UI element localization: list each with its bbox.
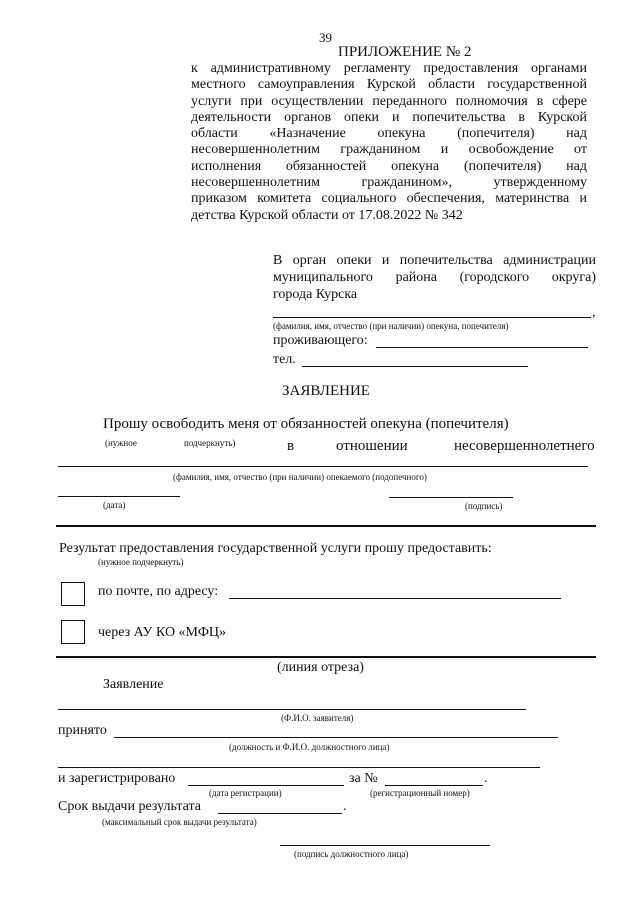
page-number: 39 — [319, 30, 332, 45]
official-signature-field[interactable] — [280, 845, 490, 846]
registered-label: и зарегистрировано — [58, 771, 176, 786]
statement-title: ЗАЯВЛЕНИЕ — [282, 383, 370, 399]
official-field[interactable] — [114, 737, 558, 738]
ward-fio-field[interactable] — [58, 466, 588, 467]
official-hint: (должность и Ф.И.О. должностного лица) — [229, 742, 390, 752]
result-label: Результат предоставления государственной услуги прошу предоставить: — [59, 541, 492, 556]
mail-option-label: по почте, по адресу: — [98, 584, 219, 599]
statement-continuation: отношении — [336, 438, 408, 454]
accepted-label: принято — [58, 723, 107, 738]
appendix-line: несовершеннолетним гражданином и освобождение от — [191, 142, 587, 158]
residing-field[interactable] — [376, 347, 588, 348]
appendix-line: приказом комитета социального обеспечения, материнства и — [191, 191, 587, 207]
official-signature-hint: (подпись должностного лица) — [294, 849, 409, 859]
appendix-line: области «Назначение опекуна (попечителя) над — [191, 126, 587, 142]
applicant-fio-field[interactable] — [273, 317, 591, 318]
signature-field[interactable] — [389, 497, 513, 498]
addressee-block — [273, 252, 596, 303]
deadline-period: . — [343, 799, 347, 814]
appendix-line: несовершеннолетним гражданином», утвержденному — [191, 175, 587, 191]
section-divider — [56, 525, 596, 527]
receipt-statement-label: Заявление — [103, 677, 164, 692]
mfc-option-label: через АУ КО «МФЦ» — [98, 625, 226, 640]
deadline-hint: (максимальный срок выдачи результата) — [102, 817, 257, 827]
statement-continuation: несовершеннолетнего — [454, 438, 595, 454]
registration-date-hint: (дата регистрации) — [209, 788, 282, 798]
appendix-line: услуги при осуществлении переданного полномочия в сфере — [191, 93, 587, 109]
appendix-line: детства Курской области от 17.08.2022 № 342 — [191, 207, 463, 223]
applicant-name-field[interactable] — [58, 709, 526, 710]
result-hint: (нужное подчеркнуть) — [98, 557, 184, 567]
choose-hint: подчеркнуть) — [184, 438, 236, 448]
number-label: за № — [349, 771, 378, 786]
registration-date-field[interactable] — [188, 785, 344, 786]
applicant-name-hint: (Ф.И.О. заявителя) — [281, 713, 354, 723]
addressee-line: города Курска — [273, 287, 358, 302]
deadline-label: Срок выдачи результата — [58, 799, 201, 814]
cut-line — [56, 656, 596, 658]
appendix-line: к административному регламенту предоставления органами — [191, 61, 587, 76]
phone-label: тел. — [273, 352, 296, 367]
residing-label: проживающего: — [273, 333, 368, 348]
registration-number-hint: (регистрационный номер) — [370, 788, 470, 798]
statement-request: Прошу освободить меня от обязанностей опекуна (попечителя) — [103, 416, 509, 432]
deadline-field[interactable] — [218, 813, 342, 814]
phone-field[interactable] — [302, 366, 528, 367]
cut-line-label: (линия отреза) — [277, 660, 364, 675]
addressee-line: В орган опеки и попечительства администрации — [273, 253, 596, 268]
applicant-fio-hint: (фамилия, имя, отчество (при наличии) опекуна, попечителя) — [273, 321, 509, 331]
date-field[interactable] — [58, 496, 180, 497]
appendix-line: местного самоуправления Курской области государственной — [191, 77, 587, 93]
appendix-line: деятельности органов опеки и попечительства в Курской — [191, 109, 587, 125]
mail-address-field[interactable] — [229, 598, 561, 599]
statement-continuation: в — [287, 438, 295, 454]
appendix-text — [191, 61, 587, 224]
choose-hint: (нужное — [105, 438, 137, 448]
appendix-title: ПРИЛОЖЕНИЕ № 2 — [338, 44, 472, 60]
appendix-line: исполнения обязанностей опекуна (попечителя) над — [191, 158, 587, 174]
extra-line — [58, 767, 540, 768]
mfc-option-checkbox[interactable] — [61, 620, 85, 644]
addressee-line: муниципального района (городского округа) — [273, 270, 596, 285]
fio-comma: , — [592, 305, 596, 320]
registration-number-field[interactable] — [385, 785, 483, 786]
mail-option-checkbox[interactable] — [61, 582, 85, 606]
period-mark: . — [484, 771, 488, 786]
signature-hint: (подпись) — [465, 501, 503, 511]
ward-fio-hint: (фамилия, имя, отчество (при наличии) опекаемого (подопечного) — [173, 472, 427, 482]
date-hint: (дата) — [103, 500, 126, 510]
